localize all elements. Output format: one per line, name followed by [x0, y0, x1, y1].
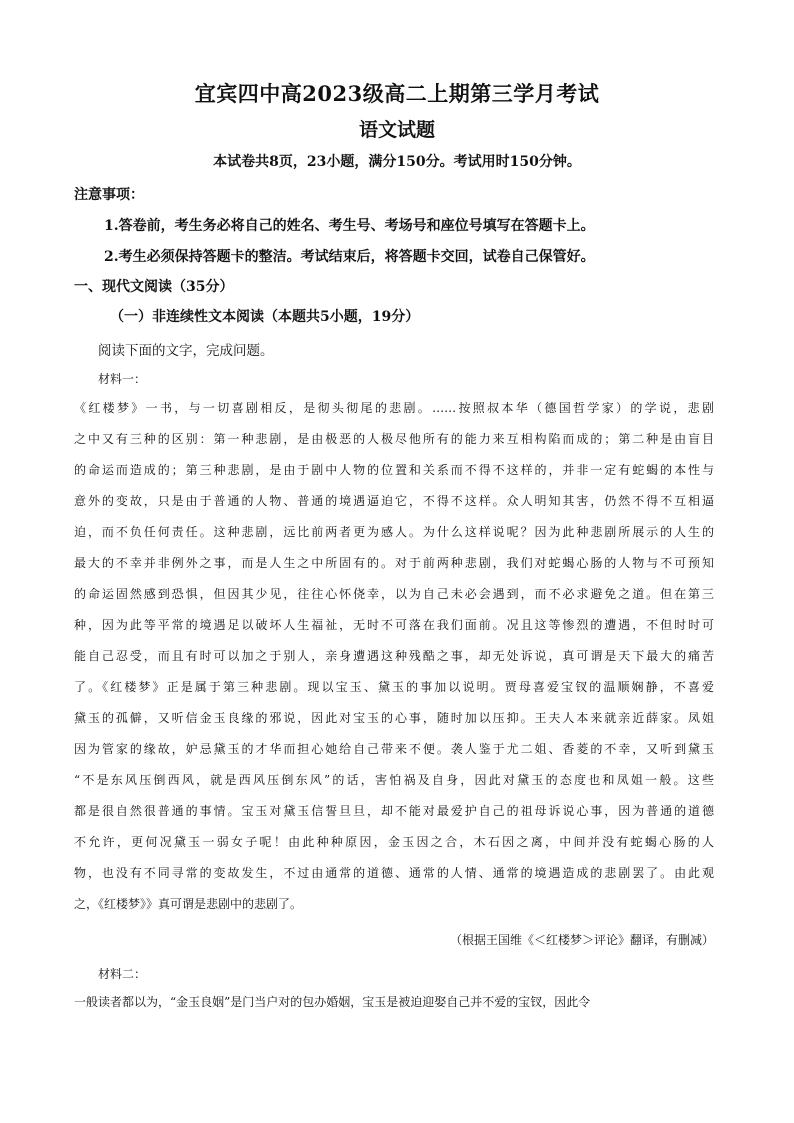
paragraph-line: 之中又有三种的区别：第一种悲剧，是由极恶的人极尽他所有的能力来互相构陷而成的；第二种是由盲目: [74, 432, 714, 446]
reading-instruction: 阅读下面的文字，完成问题。: [98, 343, 274, 359]
exam-title: 宜宾四中高2023级高二上期第三学月考试: [194, 81, 600, 106]
paragraph-line: 不允许，更何况黛玉一弱女子呢！由此种种原因，金玉因之合，木石因之离，中间并没有蛇蝎心肠的人: [74, 835, 714, 849]
material-1-text: [74, 398, 714, 911]
paragraph-line: 最大的不幸并非例外之事，而是人生之中所固有的。对于前两种悲剧，我们对蛇蝎心肠的人物与不可预知: [74, 556, 714, 570]
paragraph-line: 的命运固然感到恐惧，但因其少见，往往心怀侥幸，以为自己未必会遇到，而不必求避免之道。但在第三: [74, 587, 714, 601]
paragraph-line: 之，《红楼梦》》真可谓是悲剧中的悲剧了。: [74, 897, 303, 911]
section-heading: 一、现代文阅读（35分）: [74, 279, 234, 295]
paragraph-line: 《红楼梦》一书，与一切喜剧相反，是彻头彻尾的悲剧。……按照叔本华（德国哲学家）的学说，悲剧: [74, 401, 714, 415]
paragraph-line: 种，因为此等平常的境遇足以破坏人生福祉，无时不可落在我们面前。况且这等惨烈的遭遇，不但时时可: [74, 618, 714, 632]
paragraph-line: 一般读者都以为，“金玉良姻”是门当户对的包办婚姻，宝玉是被迫迎娶自己并不爱的宝钗，因此令: [74, 995, 591, 1009]
notice-item-1: 1.答卷前，考生务必将自己的姓名、考生号、考场号和座位号填写在答题卡上。: [104, 218, 595, 234]
paragraph-line: 意外的变故，只是由于普通的人物、普通的境遇逼迫它，不得不这样。众人明知其害，仍然不得不互相逼: [74, 494, 714, 508]
paragraph-line: 因为管家的缘故，妒忌黛玉的才华而担心她给自己带来不便。袭人鉴于尤二姐、香菱的不幸，又听到黛玉: [74, 742, 714, 756]
paragraph-line: “不是东风压倒西风，就是西风压倒东风”的话，害怕祸及自身，因此对黛玉的态度也和凤姐一般。这些: [74, 773, 714, 787]
paragraph-line: 物，也没有不同寻常的变故发生，不过由通常的道德、通常的人情、通常的境遇造成的悲剧罢了。由此观: [74, 866, 714, 880]
notice-item-2: 2.考生必须保持答题卡的整洁。考试结束后，将答题卡交回，试卷自己保管好。: [104, 249, 595, 265]
paragraph-line: 迫，而不负任何责任。这种悲剧，远比前两者更为感人。为什么这样说呢？因为此种悲剧所展示的人生的: [74, 525, 714, 539]
paragraph-line: 黛玉的孤僻，又听信金玉良缘的邪说，因此对宝玉的心事，随时加以压抑。王夫人本来就亲近薛家。凤姐: [74, 711, 714, 725]
material-2-label: 材料二：: [98, 967, 147, 981]
subsection-heading: （一）非连续性文本阅读（本题共5小题，19分）: [110, 309, 420, 325]
exam-subject: 语文试题: [358, 119, 435, 141]
paragraph-line: 都是很自然很普通的事情。宝玉对黛玉信誓旦旦，却不能对最爱护自己的祖母诉说心事，因为普通的道德: [74, 804, 714, 818]
paragraph-line: 能自己忍受，而且有时可以加之于别人，亲身遭遇这种残酷之事，却无处诉说，真可谓是天下最大的痛苦: [74, 649, 714, 663]
exam-info: 本试卷共8页，23小题，满分150分。考试用时150分钟。: [213, 154, 581, 170]
notice-heading: 注意事项：: [74, 187, 144, 203]
paragraph-line: 了。《红楼梦》正是属于第三种悲剧。现以宝玉、黛玉的事加以说明。贾母喜爱宝钗的温顺娴静，不喜爱: [74, 680, 714, 694]
material-1-label: 材料一：: [98, 372, 147, 386]
paragraph-line: 的命运而造成的；第三种悲剧，是由于剧中人物的位置和关系而不得不这样的，并非一定有蛇蝎的本性与: [74, 463, 714, 477]
material-1-source: （根据王国维《＜红楼梦＞评论》翻译，有删减）: [449, 933, 714, 947]
